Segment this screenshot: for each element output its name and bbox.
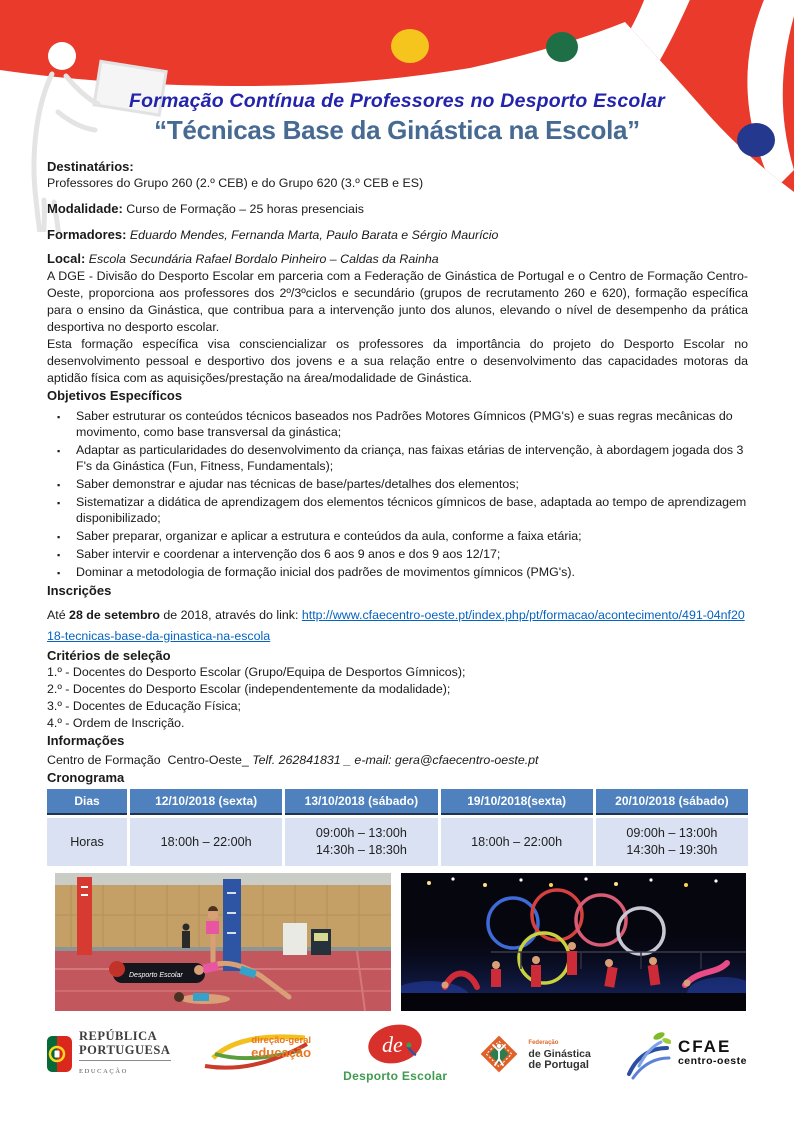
logo-script-text: de: [382, 1032, 403, 1057]
red-vertical-banner: [77, 877, 92, 955]
table-cell: [441, 818, 593, 866]
yellow-dot: [391, 29, 429, 63]
contact-details: Telf. 262841831 _ e-mail: gera@cfaecentro-oeste.pt: [252, 753, 539, 767]
logo-text: Federação: [528, 1039, 559, 1046]
photo-strip: [55, 873, 748, 1011]
list-item: ▪ Saber preparar, organizar e aplicar a estrutura e conteúdos da aula, conforme a faixa etária;: [47, 528, 748, 544]
list-item: ▪ Saber demonstrar e ajudar nas técnicas de base/partes/detalhes dos elementos;: [47, 476, 748, 492]
schedule-table: [47, 789, 748, 866]
table-cell: [596, 818, 748, 866]
cronograma-heading: Cronograma: [47, 770, 125, 785]
inscricoes-prefix: Até: [47, 608, 70, 622]
time-slot: 14:30h – 18:30h: [315, 843, 407, 857]
list-item: 3.º - Docentes de Educação Física;: [47, 699, 241, 713]
logo-text: CFAE: [677, 1037, 732, 1056]
column-header: 20/10/2018 (sábado): [596, 789, 748, 815]
criterios-heading: Critérios de seleção: [47, 648, 171, 663]
logo-desporto-escolar: [343, 1023, 447, 1085]
header-subtitle: Formação Contínua de Professores no Desporto Escolar: [129, 90, 665, 112]
desporto-escolar-icon: [362, 1023, 428, 1067]
inscricoes-line: [47, 605, 748, 647]
cfae-swoosh-icon: [621, 1028, 671, 1080]
column-header: 13/10/2018 (sábado): [285, 789, 437, 815]
logo-federacao-ginastica: [477, 1032, 590, 1076]
inflatable-arch: [109, 961, 205, 983]
table-cell: [285, 818, 437, 866]
inscription-link[interactable]: http://www.cfaecentro-oeste.pt/index.php/pt/formacao/acontecimento/491-04nf2018-tecnicas-base-da-ginastica-na-escola: [47, 608, 745, 643]
formadores-label: Formadores:: [47, 227, 127, 242]
objetivos-list: [47, 408, 748, 580]
contact-org: Centro de Formação Centro-Oeste_: [47, 753, 253, 767]
destinatarios-value: Professores do Grupo 260 (2.º CEB) e do Grupo 620 (3.º CEB e ES): [47, 176, 424, 190]
logo-text: REPÚBLICA: [79, 1028, 158, 1043]
list-item: 1.º - Docentes do Desporto Escolar (Grupo/Equipa de Desportos Gímnicos);: [47, 665, 466, 679]
list-item: ▪ Dominar a metodologia de formação inicial dos padrões de movimentos gímnicos (PMG's).: [47, 564, 748, 580]
inflatable-banner-text: Desporto Escolar: [129, 972, 183, 979]
time-slot: 14:30h – 19:30h: [626, 843, 718, 857]
list-item: 2.º - Docentes do Desporto Escolar (independentemente da modalidade);: [47, 682, 451, 696]
objetivos-heading: Objetivos Específicos: [47, 388, 183, 403]
green-dot: [546, 32, 578, 62]
formadores-value: Eduardo Mendes, Fernanda Marta, Paulo Barata e Sérgio Maurício: [126, 228, 499, 242]
list-item: ▪ Sistematizar a didática de aprendizagem dos elementos técnicos gímnicos de base, adaptada ao tempo de aprendizagem disponibilizado;: [47, 494, 748, 526]
stage-hoops-photo: [401, 873, 746, 1011]
main-content: [47, 158, 748, 1085]
logo-text: educação: [251, 1045, 312, 1060]
inscricoes-suffix: de 2018, através do link:: [159, 608, 302, 622]
local-label: Local:: [47, 251, 86, 266]
logo-text: de Portugal: [528, 1058, 589, 1071]
logo-text: centro-oeste: [677, 1055, 747, 1067]
background-person: [182, 924, 190, 949]
column-header: Dias: [47, 789, 127, 815]
criterios-list: [47, 664, 748, 732]
logo-text: de Ginástica: [528, 1047, 591, 1060]
inscricoes-date: 28 de setembro: [69, 608, 160, 622]
time-slot: 18:00h – 22:00h: [471, 834, 563, 849]
column-header: 12/10/2018 (sexta): [130, 789, 282, 815]
divider: [79, 1060, 171, 1061]
time-slot: 09:00h – 13:00h: [626, 826, 718, 840]
local-line: [47, 250, 748, 268]
acro-gymnastics-photo: [55, 873, 391, 1011]
partner-logos: [47, 1023, 747, 1085]
modalidade-label: Modalidade:: [47, 201, 123, 216]
blue-vertical-banner: [223, 879, 241, 971]
logo-cfae-centro-oeste: [621, 1028, 747, 1080]
list-item: ▪ Adaptar as particularidades do desenvolvimento da criança, nas faixas etárias de intervenção, à abordagem jogada dos 3 F's da Ginástica (Fun, Fitness, Fundamentals);: [47, 442, 748, 474]
time-slot: 18:00h – 22:00h: [160, 834, 252, 849]
logo-direcao-geral-educacao: [201, 1028, 313, 1080]
list-item: ▪ Saber intervir e coordenar a intervenção dos 6 aos 9 anos e dos 9 aos 12/17;: [47, 546, 748, 562]
logo-text: direção-geral: [251, 1035, 312, 1046]
modalidade-value: Curso de Formação – 25 horas presenciais: [122, 202, 364, 216]
intro-paragraph-2: Esta formação específica visa consciencializar os professores da importância do projeto do Desporto Escolar no desenvolvimento pessoal e desportivo dos jovens e a sua relação entre o desenvolvimento das capacidades motoras da aptidão física com as aquisições/prestação na área/modalidade de Ginástica.: [47, 337, 748, 385]
local-value: Escola Secundária Rafael Bordalo Pinheiro – Caldas da Rainha: [85, 252, 439, 266]
row-label: Horas: [47, 818, 127, 866]
logo-republica-portuguesa: [47, 1029, 171, 1080]
column-header: 19/10/2018(sexta): [441, 789, 593, 815]
time-slot: 09:00h – 13:00h: [315, 826, 407, 840]
intro-paragraph-1: A DGE - Divisão do Desporto Escolar em parceria com a Federação de Ginástica de Portugal e o Centro de Formação Centro-Oeste, proporciona aos professores dos 2º/3ºciclos e secundário (grupos de recrutamento 260 e 620), formação específica para o ensino da Ginástica, que contribua para a intervenção junto dos alunos, elevando o nível de desempenho da prática desportiva no desporto escolar.: [47, 269, 748, 334]
list-item: ▪ Saber estruturar os conteúdos técnicos baseados nos Padrões Motores Gímnicos (PMG's) e suas regras mecânicas do movimento, como base transversal da ginástica;: [47, 408, 748, 440]
formadores-line: [47, 226, 748, 244]
inscricoes-heading: Inscrições: [47, 583, 112, 598]
informacoes-heading: Informações: [47, 733, 125, 748]
logo-text: Desporto Escolar: [343, 1069, 448, 1083]
fgp-diamond-icon: [477, 1032, 521, 1076]
logo-text: EDUCAÇÃO: [79, 1067, 128, 1075]
modalidade-line: [47, 200, 748, 218]
page-title: “Técnicas Base da Ginástica na Escola”: [154, 115, 640, 145]
table-cell: [130, 818, 282, 866]
list-item: 4.º - Ordem de Inscrição.: [47, 716, 185, 730]
contact-line: [47, 752, 748, 769]
portugal-flag-icon: [47, 1036, 72, 1072]
destinatarios-label: Destinatários:: [47, 159, 134, 174]
logo-text: PORTUGUESA: [79, 1042, 171, 1057]
